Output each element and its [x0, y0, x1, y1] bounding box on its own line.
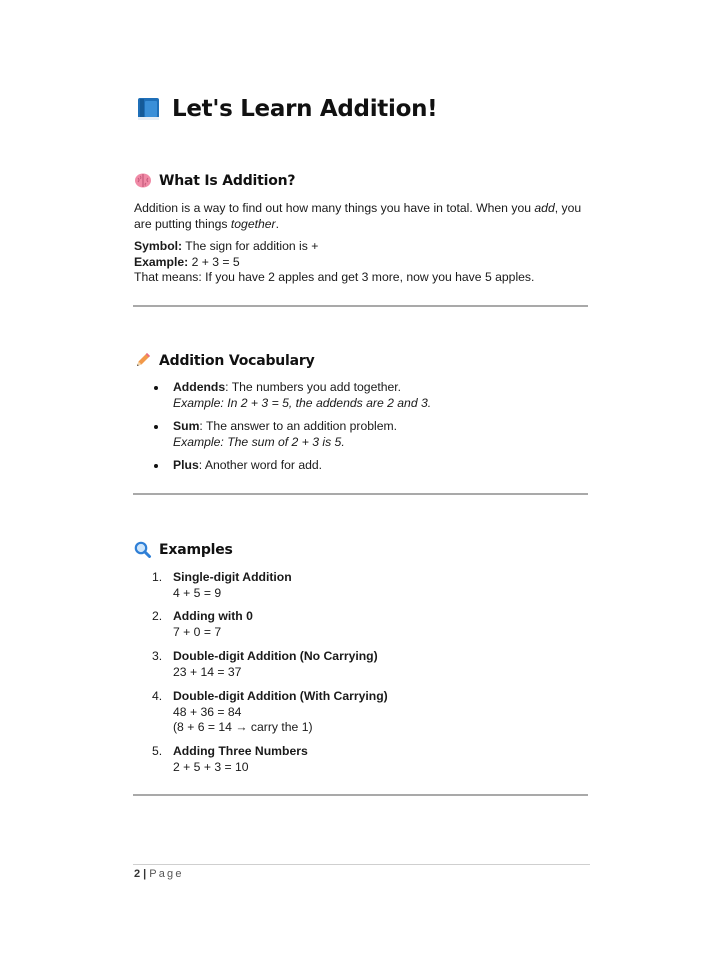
section-divider — [133, 305, 588, 307]
item-note: (8 + 6 = 14 → carry the 1) — [173, 720, 313, 734]
bullet-icon — [154, 464, 158, 468]
section-heading-text: Addition Vocabulary — [159, 352, 315, 369]
magnifier-icon — [134, 541, 152, 558]
item-number: 5. — [152, 744, 163, 758]
example-line — [134, 255, 584, 271]
item-title: Adding Three Numbers — [173, 744, 308, 758]
section-heading-text: Examples — [159, 541, 233, 558]
book-icon — [136, 96, 162, 122]
item-title: Double-digit Addition (With Carrying) — [173, 689, 388, 703]
intro-paragraph — [134, 200, 584, 232]
intro-text-2: , you are putting things — [134, 201, 582, 231]
term: Sum — [173, 419, 200, 433]
item-equation: 48 + 36 = 84 — [173, 704, 242, 719]
page-footer — [134, 868, 184, 880]
symbol-text: The sign for addition is + — [182, 239, 319, 253]
item-equation: 4 + 5 = 9 — [173, 585, 222, 600]
definition: : The answer to an addition problem. — [199, 419, 398, 433]
definition: : The numbers you add together. — [225, 380, 402, 394]
list-item — [152, 689, 388, 736]
item-number: 1. — [152, 570, 163, 584]
addition-details — [134, 239, 584, 286]
meaning-line: That means: If you have 2 apples and get 3 more, now you have 5 apples. — [134, 270, 535, 284]
bullet-icon — [154, 425, 158, 429]
example-text: 2 + 3 = 5 — [188, 254, 240, 269]
footer-separator: | — [143, 868, 147, 880]
list-item — [152, 744, 308, 775]
intro-text-3: . — [275, 217, 280, 231]
list-item — [153, 380, 573, 411]
item-equation: 2 + 5 + 3 = 10 — [173, 759, 249, 774]
page-label: Page — [149, 868, 184, 880]
item-number: 2. — [152, 609, 163, 623]
term: Plus — [173, 458, 199, 472]
intro-text-1: Addition is a way to find out how many things you have in total. When you — [134, 201, 535, 215]
footer-divider — [133, 864, 590, 865]
example-label: Example: — [134, 254, 189, 269]
item-number: 3. — [152, 649, 163, 663]
symbol-label: Symbol: — [134, 239, 183, 253]
section-heading-text: What Is Addition? — [159, 172, 296, 189]
section-heading-examples — [134, 541, 233, 558]
item-equation: 23 + 14 = 37 — [173, 664, 242, 679]
page-number: 2 — [134, 868, 141, 880]
vocabulary-list — [153, 380, 573, 482]
page-title-text: Let's Learn Addition! — [172, 96, 438, 122]
symbol-line — [134, 239, 584, 255]
definition: : Another word for add. — [198, 458, 323, 472]
term: Addends — [173, 380, 226, 394]
term-example: Example: In 2 + 3 = 5, the addends are 2 and 3. — [173, 395, 432, 410]
section-divider — [133, 493, 588, 495]
intro-emphasis-together: together — [230, 217, 276, 231]
list-item — [152, 570, 292, 601]
brain-icon — [134, 172, 152, 189]
list-item — [152, 609, 253, 640]
list-item — [153, 419, 573, 450]
item-title: Single-digit Addition — [173, 570, 292, 584]
page-title — [136, 96, 437, 122]
section-divider — [133, 794, 588, 796]
item-title: Double-digit Addition (No Carrying) — [173, 649, 378, 663]
item-equation: 7 + 0 = 7 — [173, 624, 222, 639]
list-item — [153, 458, 573, 474]
term-example: Example: The sum of 2 + 3 is 5. — [173, 434, 345, 449]
intro-emphasis-add: add — [534, 201, 555, 215]
item-number: 4. — [152, 689, 163, 703]
section-heading-vocabulary — [134, 352, 315, 369]
bullet-icon — [154, 386, 158, 390]
list-item — [152, 649, 378, 680]
item-title: Adding with 0 — [173, 609, 253, 623]
pencil-icon — [134, 352, 152, 369]
section-heading-what-is-addition — [134, 172, 295, 189]
